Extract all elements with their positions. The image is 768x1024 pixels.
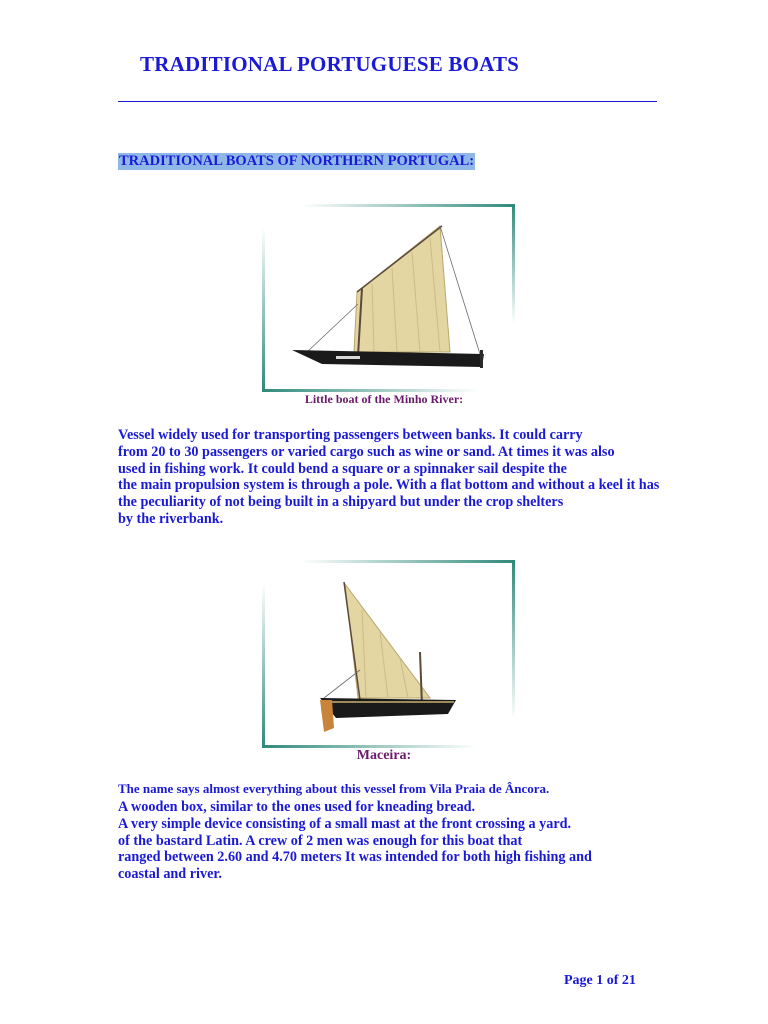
boat2-figure: [262, 560, 515, 748]
boat1-line: the peculiarity of not being built in a shipyard but under the crop shelters: [118, 494, 564, 511]
boat1-line: the main propulsion system is through a pole. With a flat bottom and without a keel it has: [118, 477, 660, 494]
page-indicator: Page 1 of 21: [564, 973, 636, 988]
minho-boat-illustration: [262, 204, 515, 392]
boat2-caption: Maceira:: [356, 748, 412, 763]
boat2-line: A wooden box, similar to the ones used for kneading bread.: [118, 799, 476, 815]
boat2-line: coastal and river.: [118, 866, 222, 883]
boat1-line: by the riverbank.: [118, 510, 224, 527]
boat1-line: Vessel widely used for transporting passengers between banks. It could carry: [118, 427, 583, 443]
boat1-description: [118, 427, 659, 528]
title-divider: [118, 101, 657, 102]
maceira-boat-illustration: [262, 560, 515, 748]
boat2-line: ranged between 2.60 and 4.70 meters It was intended for both high fishing and: [118, 849, 592, 866]
boat2-line: A very simple device consisting of a small mast at the front crossing a yard.: [118, 815, 572, 832]
boat2-description: [118, 799, 592, 883]
boat1-line: used in fishing work. It could bend a square or a spinnaker sail despite the: [118, 460, 567, 477]
boat2-line: of the bastard Latin. A crew of 2 men was enough for this boat that: [118, 832, 523, 849]
page-title: TRADITIONAL PORTUGUESE BOATS: [140, 52, 520, 76]
section-heading: TRADITIONAL BOATS OF NORTHERN PORTUGAL:: [119, 153, 475, 169]
boat1-line: from 20 to 30 passengers or varied cargo such as wine or sand. At times it was also: [118, 443, 615, 460]
boat1-figure: [262, 204, 515, 392]
boat1-caption: Little boat of the Minho River:: [304, 392, 464, 406]
boat2-intro: The name says almost everything about this vessel from Vila Praia de Âncora.: [118, 781, 550, 796]
